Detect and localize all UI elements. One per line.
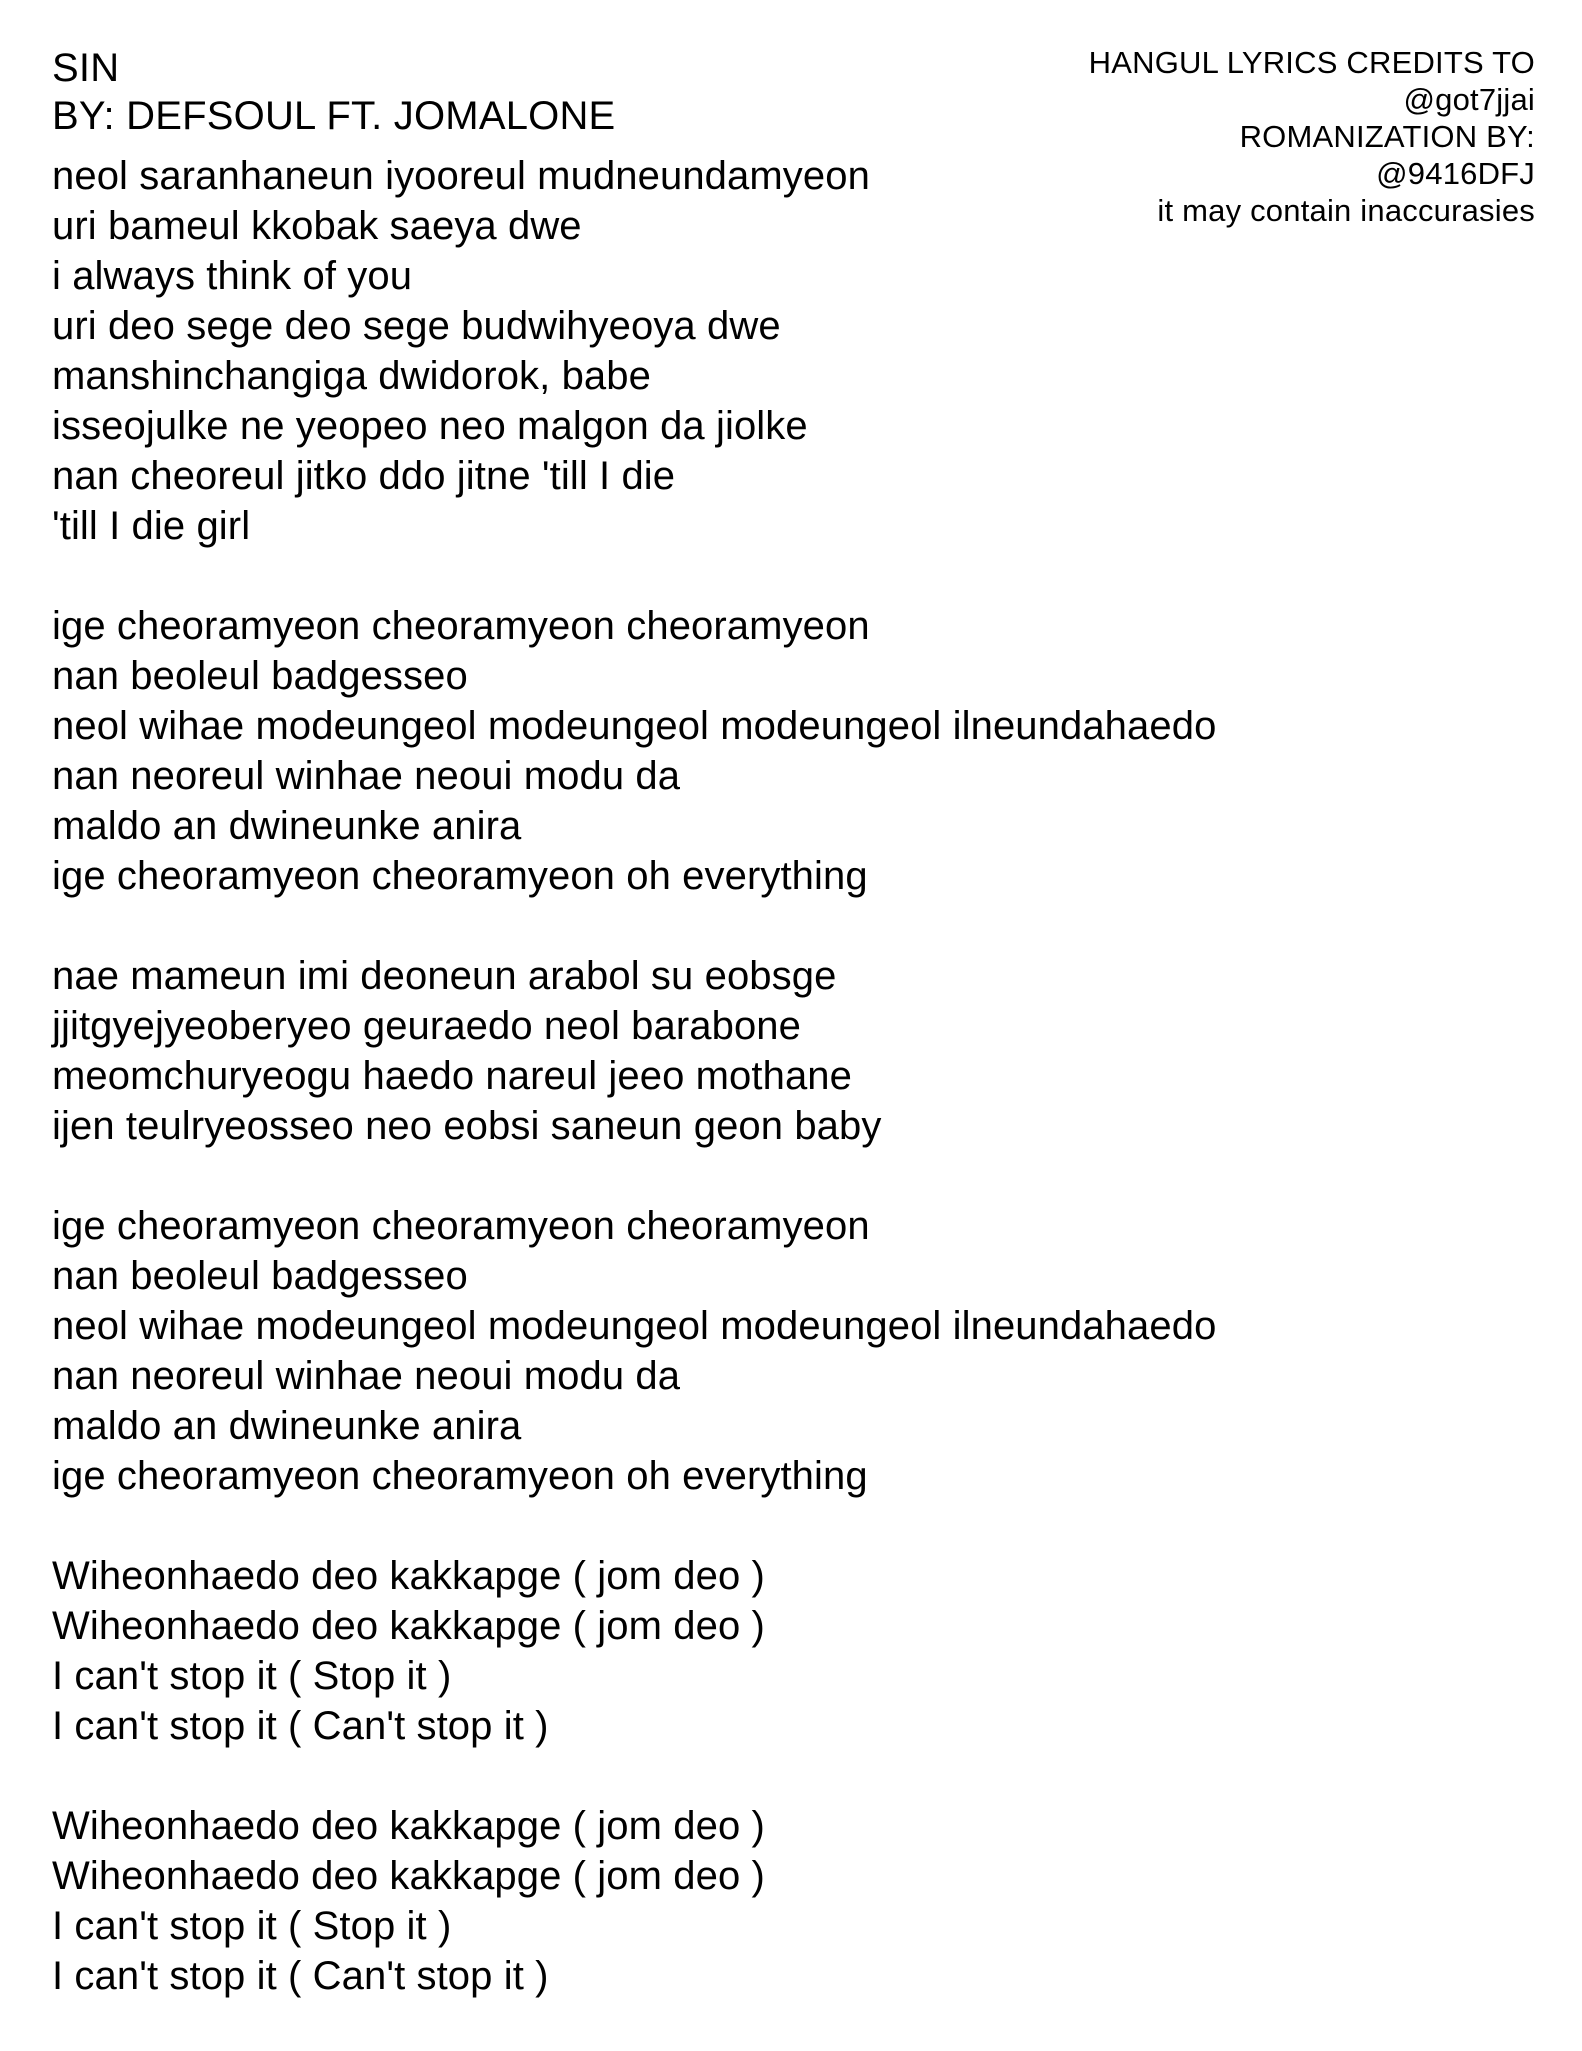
lyric-line: ige cheoramyeon cheoramyeon oh everything [52, 854, 868, 898]
lyric-line: Wiheonhaedo deo kakkapge ( jom deo ) [52, 1854, 765, 1898]
lyric-line: Wiheonhaedo deo kakkapge ( jom deo ) [52, 1804, 765, 1848]
lyric-line: neol saranhaneun iyooreul mudneundamyeon [52, 154, 870, 198]
lyric-line: I can't stop it ( Can't stop it ) [52, 1704, 549, 1748]
credits-line: @got7jjai [1403, 82, 1535, 117]
lyric-line: nan neoreul winhae neoui modu da [52, 1354, 681, 1398]
stanza [52, 1201, 1216, 1501]
lyric-line: I can't stop it ( Stop it ) [52, 1654, 452, 1698]
lyric-line: neol wihae modeungeol modeungeol modeungeol ilneundahaedo [52, 1304, 1217, 1348]
lyric-line: meomchuryeogu haedo nareul jeeo mothane [52, 1054, 852, 1098]
lyric-line: nan beoleul badgesseo [52, 1254, 468, 1298]
credits-line: @9416DFJ [1376, 156, 1535, 191]
stanza [52, 1801, 1216, 2001]
lyric-line: ige cheoramyeon cheoramyeon cheoramyeon [52, 1204, 870, 1248]
credits-line: ROMANIZATION BY: [1239, 119, 1535, 154]
lyric-line: uri bameul kkobak saeya dwe [52, 204, 582, 248]
stanza [52, 151, 1216, 551]
lyric-line: I can't stop it ( Can't stop it ) [52, 1954, 549, 1998]
lyric-line: maldo an dwineunke anira [52, 1404, 522, 1448]
lyric-line: manshinchangiga dwidorok, babe [52, 354, 651, 398]
lyric-line: nan cheoreul jitko ddo jitne 'till I die [52, 454, 676, 498]
lyric-line: nan beoleul badgesseo [52, 654, 468, 698]
lyric-line: i always think of you [52, 254, 413, 298]
lyric-line: neol wihae modeungeol modeungeol modeungeol ilneundahaedo [52, 704, 1217, 748]
lyric-line: isseojulke ne yeopeo neo malgon da jiolke [52, 404, 808, 448]
stanza [52, 951, 1216, 1151]
lyric-line: nae mameun imi deoneun arabol su eobsge [52, 954, 837, 998]
lyric-line: I can't stop it ( Stop it ) [52, 1904, 452, 1948]
lyric-line: Wiheonhaedo deo kakkapge ( jom deo ) [52, 1554, 765, 1598]
lyric-line: maldo an dwineunke anira [52, 804, 522, 848]
title-block [52, 44, 615, 140]
lyric-line: nan neoreul winhae neoui modu da [52, 754, 681, 798]
lyric-line: jjitgyejyeoberyeo geuraedo neol barabone [52, 1004, 801, 1048]
lyric-line: 'till I die girl [52, 504, 251, 548]
lyric-line: uri deo sege deo sege budwihyeoya dwe [52, 304, 781, 348]
artist-line: BY: DEFSOUL FT. JOMALONE [52, 94, 616, 138]
lyric-line: ige cheoramyeon cheoramyeon cheoramyeon [52, 604, 870, 648]
lyric-line: ijen teulryeosseo neo eobsi saneun geon baby [52, 1104, 882, 1148]
stanza [52, 601, 1216, 901]
lyric-line: Wiheonhaedo deo kakkapge ( jom deo ) [52, 1604, 765, 1648]
lyric-line: ige cheoramyeon cheoramyeon oh everything [52, 1454, 868, 1498]
song-title: SIN [52, 46, 120, 90]
stanza [52, 1551, 1216, 1751]
lyrics-body [52, 151, 1216, 2051]
credits-line: it may contain inaccurasies [1157, 193, 1535, 228]
credits-line: HANGUL LYRICS CREDITS TO [1088, 45, 1535, 80]
